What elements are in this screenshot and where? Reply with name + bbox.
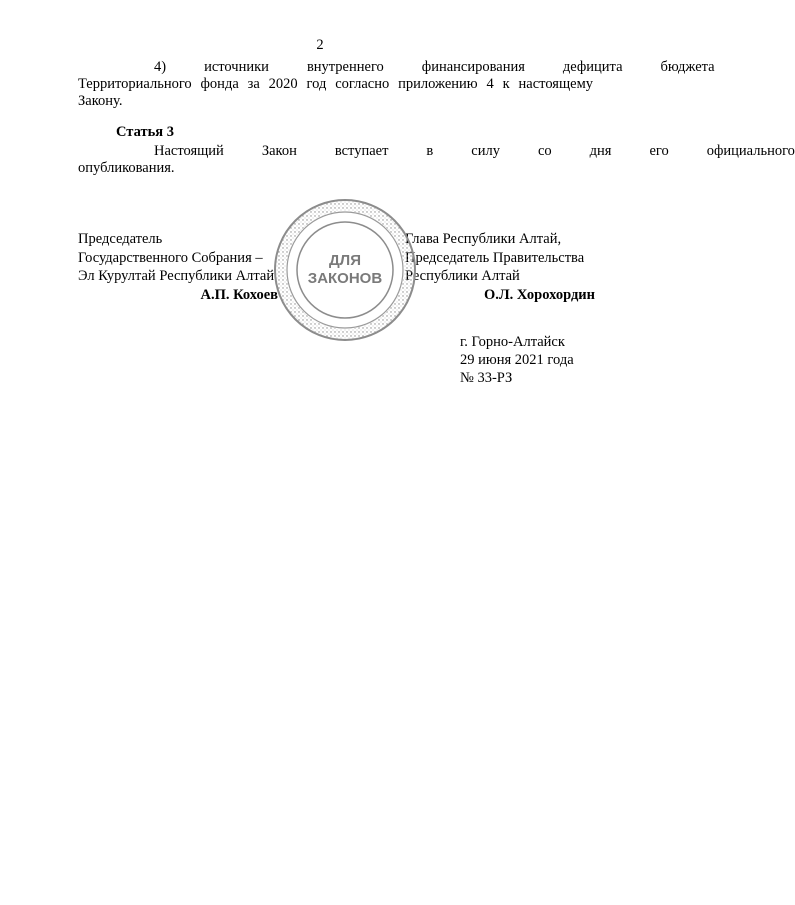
word: со xyxy=(537,143,552,159)
article-title: Статья 3 xyxy=(116,124,174,140)
word: бюджета xyxy=(660,59,715,75)
stamp-line: ДЛЯ xyxy=(329,252,361,269)
signatory-name: А.П. Кохоев xyxy=(200,286,278,303)
signature-title-line: Эл Курултай Республики Алтай xyxy=(78,268,275,284)
word: 4) xyxy=(154,59,167,75)
word: источники xyxy=(204,59,269,75)
word: Закон xyxy=(261,143,297,159)
document-meta xyxy=(460,333,574,387)
paragraph-continuation: опубликования. xyxy=(78,160,175,176)
signature-title-line: Председатель Правительства xyxy=(405,249,585,266)
signature-block-chairman xyxy=(78,230,278,304)
word: дня xyxy=(589,143,612,159)
word: официального xyxy=(706,143,795,159)
signature-block-head xyxy=(405,230,595,304)
paragraph-continuation: Территориального фонда за 2020 год согласно приложению 4 к настоящему Закону. xyxy=(78,76,593,109)
stamp-line: ЗАКОНОВ xyxy=(307,270,383,287)
paragraph-sources xyxy=(78,59,715,110)
city: г. Горно-Алтайск xyxy=(460,334,565,350)
paragraph-first-line xyxy=(116,59,715,76)
word: силу xyxy=(471,143,500,159)
signatory-name: О.Л. Хорохордин xyxy=(483,286,595,303)
signature-title-line: Государственного Собрания – xyxy=(78,249,263,266)
date: 29 июня 2021 года xyxy=(460,352,574,368)
signature-title-line: Глава Республики Алтай, xyxy=(405,231,562,247)
word: дефицита xyxy=(562,59,623,75)
law-number: № 33-РЗ xyxy=(460,370,513,386)
word: финансирования xyxy=(421,59,525,75)
word: вступает xyxy=(334,143,389,159)
paragraph-entry-into-force xyxy=(78,143,795,177)
page-number: 2 xyxy=(316,37,324,53)
word: внутреннего xyxy=(306,59,384,75)
signature-title-line: Председатель xyxy=(78,231,163,247)
word: в xyxy=(426,143,434,159)
word: его xyxy=(649,143,669,159)
seal-stamp xyxy=(270,195,420,345)
signature-title-line: Республики Алтай xyxy=(405,268,520,284)
word: Настоящий xyxy=(154,143,224,159)
paragraph-first-line xyxy=(116,143,795,160)
